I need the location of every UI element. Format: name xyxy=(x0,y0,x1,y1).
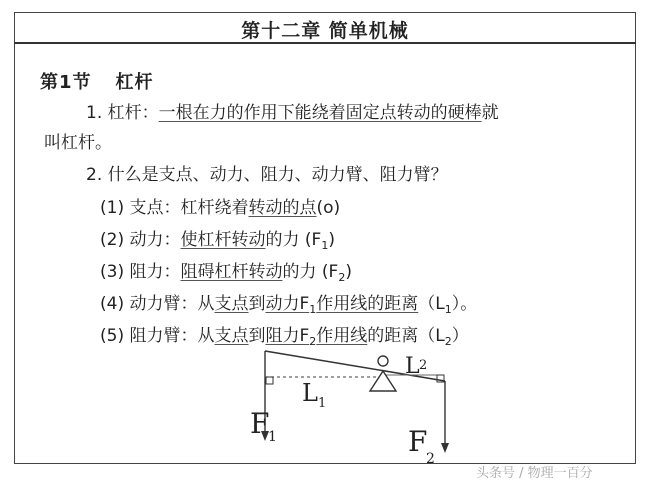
item-resistance-arm xyxy=(100,321,469,348)
label-f1: F xyxy=(250,407,270,440)
item-effort-arm-prefix: (4) 动力臂：从 xyxy=(100,294,215,314)
item-effort-term: 使杠杆转动 xyxy=(180,230,266,250)
item-resistance-term: 阻碍杠杆转动 xyxy=(180,262,283,282)
arm-l1-right-angle xyxy=(266,377,273,384)
definition-suffix: 就 xyxy=(481,103,499,123)
label-l2: L xyxy=(405,354,420,379)
item-resistance-arm-force-sub: 2 xyxy=(309,335,317,348)
label-f1-sub: 1 xyxy=(268,429,277,445)
label-l1-sub: 1 xyxy=(318,396,327,411)
item-effort-arm xyxy=(100,289,477,316)
item-effort-suffix: ) xyxy=(328,230,335,250)
item-resistance-arm-line xyxy=(265,326,367,346)
item-resistance-arm-distance: 的距离 xyxy=(367,326,419,346)
item-effort-mid: 的力 (F xyxy=(265,230,322,250)
fulcrum-triangle xyxy=(370,371,396,391)
item-resistance-arm-prefix: (5) 阻力臂：从 xyxy=(100,326,215,346)
item-effort-prefix: (2) 动力： xyxy=(100,230,181,250)
watermark: 头条号 / 物理一百分 xyxy=(476,466,593,481)
label-l2-sub: 2 xyxy=(419,358,428,373)
label-f2: F xyxy=(408,425,428,458)
chapter-title: 第十二章 简单机械 xyxy=(241,20,409,42)
item-resistance-prefix: (3) 阻力： xyxy=(100,262,181,282)
item-effort-arm-symbol: （L xyxy=(418,294,445,314)
item-resistance-suffix: ) xyxy=(345,262,352,282)
item-fulcrum-prefix: (1) 支点：杠杆绕着 xyxy=(100,198,249,218)
item-effort-arm-distance: 作用线的距离 xyxy=(316,294,419,314)
item-resistance-arm-end: ） xyxy=(451,326,469,346)
question-line: 2. 什么是支点、动力、阻力、动力臂、阻力臂？ xyxy=(86,165,448,185)
definition-prefix: 1. 杠杆： xyxy=(86,103,159,123)
item-resistance xyxy=(100,257,352,284)
section-heading xyxy=(40,68,154,94)
item-resistance-sub: 2 xyxy=(338,271,346,284)
item-fulcrum-suffix: (o) xyxy=(316,198,341,218)
pivot-point xyxy=(378,356,388,366)
item-resistance-arm-symbol: （L xyxy=(418,326,445,346)
item-effort-arm-to: 到 xyxy=(248,294,266,314)
item-resistance-arm-to: 到 xyxy=(248,326,266,346)
item-effort-arm-force: 动力F xyxy=(265,294,310,314)
item-effort-arm-end: ）。 xyxy=(451,294,478,314)
item-effort-arm-line xyxy=(265,294,418,314)
item-fulcrum xyxy=(100,193,340,218)
item-resistance-arm-force: 阻力F xyxy=(265,326,310,346)
force-f2-arrowhead xyxy=(441,443,449,453)
item-effort-sub: 1 xyxy=(321,239,329,252)
item-resistance-arm-action-line: 作用线 xyxy=(316,326,368,346)
label-f2-sub: 2 xyxy=(426,451,435,467)
definition-line-1 xyxy=(86,98,499,123)
lever-diagram xyxy=(240,345,470,470)
item-effort-arm-force-sub: 1 xyxy=(309,303,317,316)
item-fulcrum-term: 转动的点 xyxy=(248,198,317,218)
definition-line-2: 叫杠杆。 xyxy=(44,133,112,153)
item-resistance-arm-symbol-sub: 2 xyxy=(444,335,452,348)
item-effort-arm-symbol-sub: 1 xyxy=(444,303,452,316)
item-resistance-arm-pivot: 支点 xyxy=(214,326,249,346)
item-effort-arm-pivot: 支点 xyxy=(214,294,249,314)
section-number: 第1节 xyxy=(40,72,92,93)
item-resistance-mid: 的力 (F xyxy=(282,262,339,282)
item-effort xyxy=(100,225,335,252)
title-divider xyxy=(14,42,636,44)
definition-term: 一根在力的作用下能绕着固定点转动的硬棒 xyxy=(158,103,482,123)
section-name: 杠杆 xyxy=(115,72,154,93)
label-l1: L xyxy=(302,379,318,407)
